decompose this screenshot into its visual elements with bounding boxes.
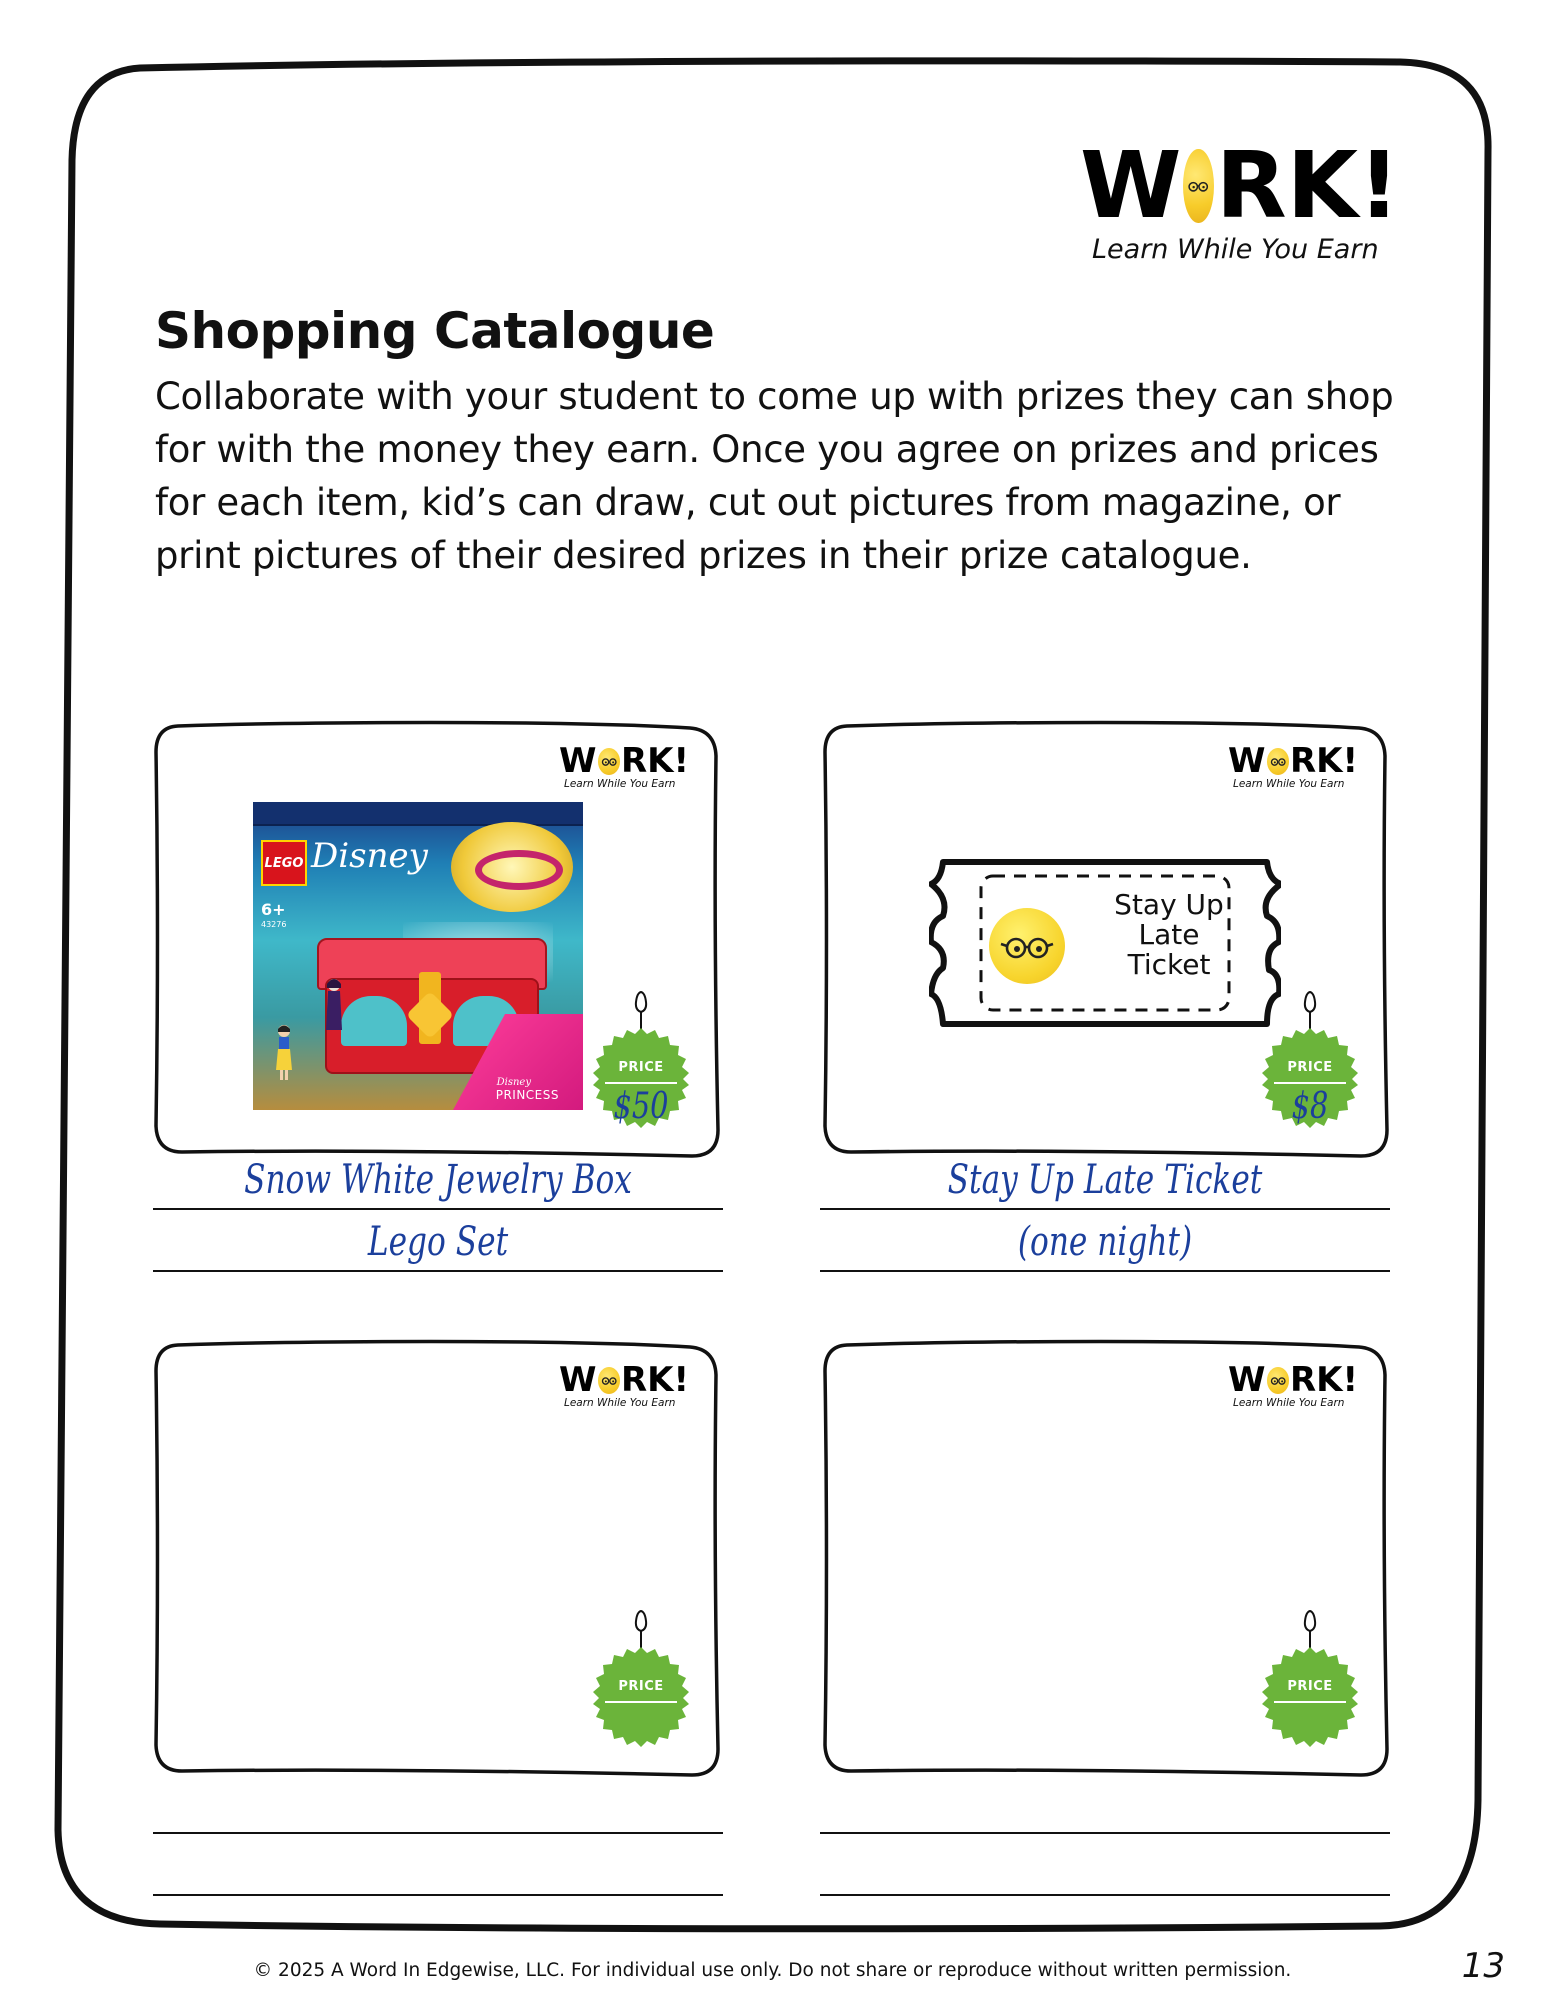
glasses-face-icon [989,908,1065,984]
item-detail-2: (one night) [1017,1219,1193,1265]
price-value: $8 [1291,1086,1329,1127]
set-number: 43276 [261,920,287,929]
writing-line[interactable] [820,1832,1390,1834]
disney-logo: Disney [311,836,428,876]
minifigure-icon [325,978,343,1036]
price-label: PRICE [1287,1060,1333,1075]
brand-letters-rk: RK! [620,741,689,781]
brand-letter-w: W [559,741,597,781]
writing-line[interactable] [820,1270,1390,1272]
brand-logo [1080,132,1400,265]
brand-letter-w: W [559,1360,597,1400]
brand-tagline: Learn While You Earn [1233,1397,1345,1409]
price-tag[interactable] [589,1609,693,1749]
brand-tagline: Learn While You Earn [1233,778,1345,790]
page-number: 13 [1461,1946,1505,1986]
stay-up-late-ticket [929,858,1281,1028]
brand-tagline: Learn While You Earn [564,1397,676,1409]
price-tag[interactable] [1258,1609,1362,1749]
catalogue-card-2 [824,726,1384,1156]
glasses-icon [598,1367,620,1394]
brand-tagline: Learn While You Earn [1092,234,1379,265]
glasses-icon [1183,149,1213,223]
brand-letter-w: W [1080,132,1182,239]
writing-line[interactable] [153,1208,723,1210]
brand-letters-rk: RK! [1215,132,1400,239]
ticket-text [1079,890,1259,980]
ticket-line: Ticket [1127,948,1211,981]
glasses-icon [598,748,620,775]
brand-tagline: Learn While You Earn [564,778,676,790]
brand-letter-w: W [1228,1360,1266,1400]
price-label: PRICE [618,1060,664,1075]
minifigure-icon [275,1024,293,1082]
intro-paragraph: Collaborate with your student to come up with prizes they can shop for with the money they earn. Once you agree on prizes and prices for each item, kid’s can draw, cut out pictures from magazine, or print pictures of their desired prizes in their prize catalogue. [155,375,1394,577]
lego-set-image [253,802,583,1110]
ticket-line: Stay Up [1114,888,1224,921]
card-brand-logo [1228,1360,1358,1409]
catalogue-card-1 [155,726,715,1156]
bracelet-icon [475,850,563,890]
price-label: PRICE [618,1679,664,1694]
catalogue-card-4[interactable] [824,1345,1384,1775]
catalogue-card-3[interactable] [155,1345,715,1775]
card-brand-logo [1228,741,1358,790]
item-detail-1: Lego Set [367,1219,509,1265]
price-tag [1258,990,1362,1130]
princess-label: PRINCESS [495,1088,559,1102]
age-label: 6+ [261,900,286,919]
item-name-2: Stay Up Late Ticket [947,1157,1263,1203]
price-badge-icon [589,1645,693,1749]
item-name-1: Snow White Jewelry Box [244,1157,632,1203]
writing-line[interactable] [153,1894,723,1896]
writing-line[interactable] [153,1270,723,1272]
card-brand-logo [559,1360,689,1409]
price-tag [589,990,693,1130]
brand-letters-rk: RK! [1289,1360,1358,1400]
brand-letters-rk: RK! [1289,741,1358,781]
glasses-icon [1267,748,1289,775]
copyright-footer: © 2025 A Word In Edgewise, LLC. For individual use only. Do not share or reproduce without written permission. [253,1960,1292,1981]
card-brand-logo [559,741,689,790]
glasses-icon [1267,1367,1289,1394]
brand-letters-rk: RK! [620,1360,689,1400]
price-label: PRICE [1287,1679,1333,1694]
lego-logo: LEGO [261,840,307,886]
writing-line[interactable] [153,1832,723,1834]
ticket-line: Late [1138,918,1200,951]
writing-line[interactable] [820,1208,1390,1210]
page-title: Shopping Catalogue [155,302,715,360]
brand-wordmark [1080,132,1400,239]
price-badge-icon [1258,1645,1362,1749]
writing-line[interactable] [820,1894,1390,1896]
brand-letter-w: W [1228,741,1266,781]
price-value: $50 [613,1086,669,1127]
princess-disney-logo: Disney [496,1077,531,1088]
